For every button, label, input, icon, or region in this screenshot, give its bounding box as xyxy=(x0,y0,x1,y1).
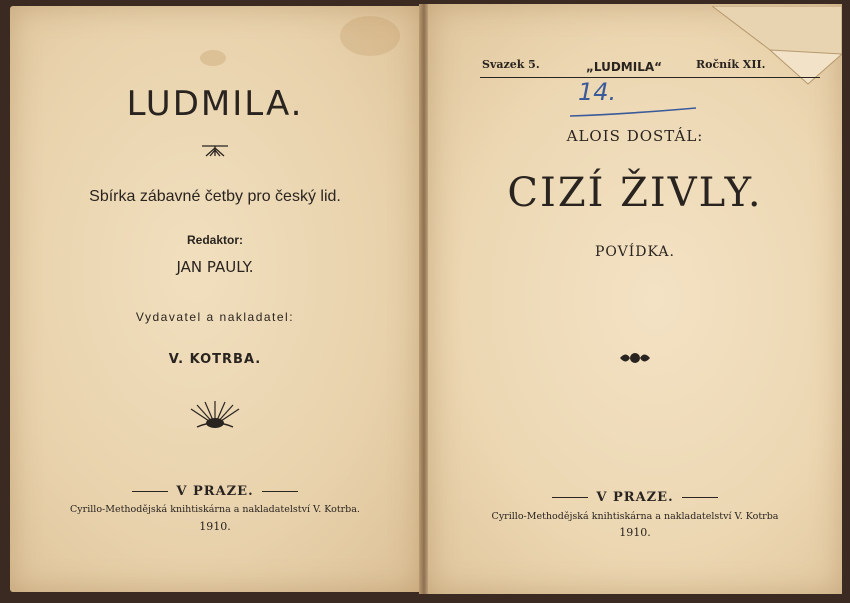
book-title: CIZÍ ŽIVLY. xyxy=(507,170,763,216)
imprint-place xyxy=(10,484,420,499)
stain xyxy=(340,16,400,56)
header-rule xyxy=(480,77,820,78)
genre-text: POVÍDKA. xyxy=(595,244,675,260)
imprint-place xyxy=(428,490,842,505)
place-text: V PRAZE. xyxy=(596,490,674,505)
editor-name: JAN PAULY. xyxy=(176,258,254,276)
year-text: 1910. xyxy=(619,526,651,539)
stain xyxy=(200,50,226,66)
printer-text: Cyrillo-Methodějská knihtiskárna a nakladatelství V. Kotrba xyxy=(491,511,779,522)
author-name: ALOIS DOSTÁL: xyxy=(566,127,704,145)
divider xyxy=(682,497,718,498)
header-series: „LUDMILA“ xyxy=(586,60,663,74)
left-page xyxy=(10,6,420,592)
publisher-label: Vydavatel a nakladatel: xyxy=(135,310,295,324)
printer-text: Cyrillo-Methodějská knihtiskárna a nakladatelství V. Kotrba. xyxy=(70,504,360,515)
fan-ornament-icon xyxy=(10,399,420,431)
header-volume: Svazek 5. xyxy=(482,58,540,71)
handwritten-underline-icon xyxy=(568,104,698,120)
divider xyxy=(262,491,298,492)
place-text: V PRAZE. xyxy=(176,484,254,499)
divider xyxy=(132,491,168,492)
year-text: 1910. xyxy=(199,520,231,533)
right-page xyxy=(428,4,842,594)
folded-corner xyxy=(712,6,842,86)
handwritten-number: 14. xyxy=(578,78,617,106)
editor-label: Redaktor: xyxy=(186,233,243,247)
small-floral-ornament-icon xyxy=(428,351,842,365)
series-title: LUDMILA. xyxy=(126,84,304,124)
divider xyxy=(552,497,588,498)
series-subtitle: Sbírka zábavné četby pro český lid. xyxy=(89,188,341,205)
small-ornament-icon xyxy=(10,144,420,158)
header-year: Ročník XII. xyxy=(696,58,766,71)
publisher-name: V. KOTRBA. xyxy=(168,352,262,367)
